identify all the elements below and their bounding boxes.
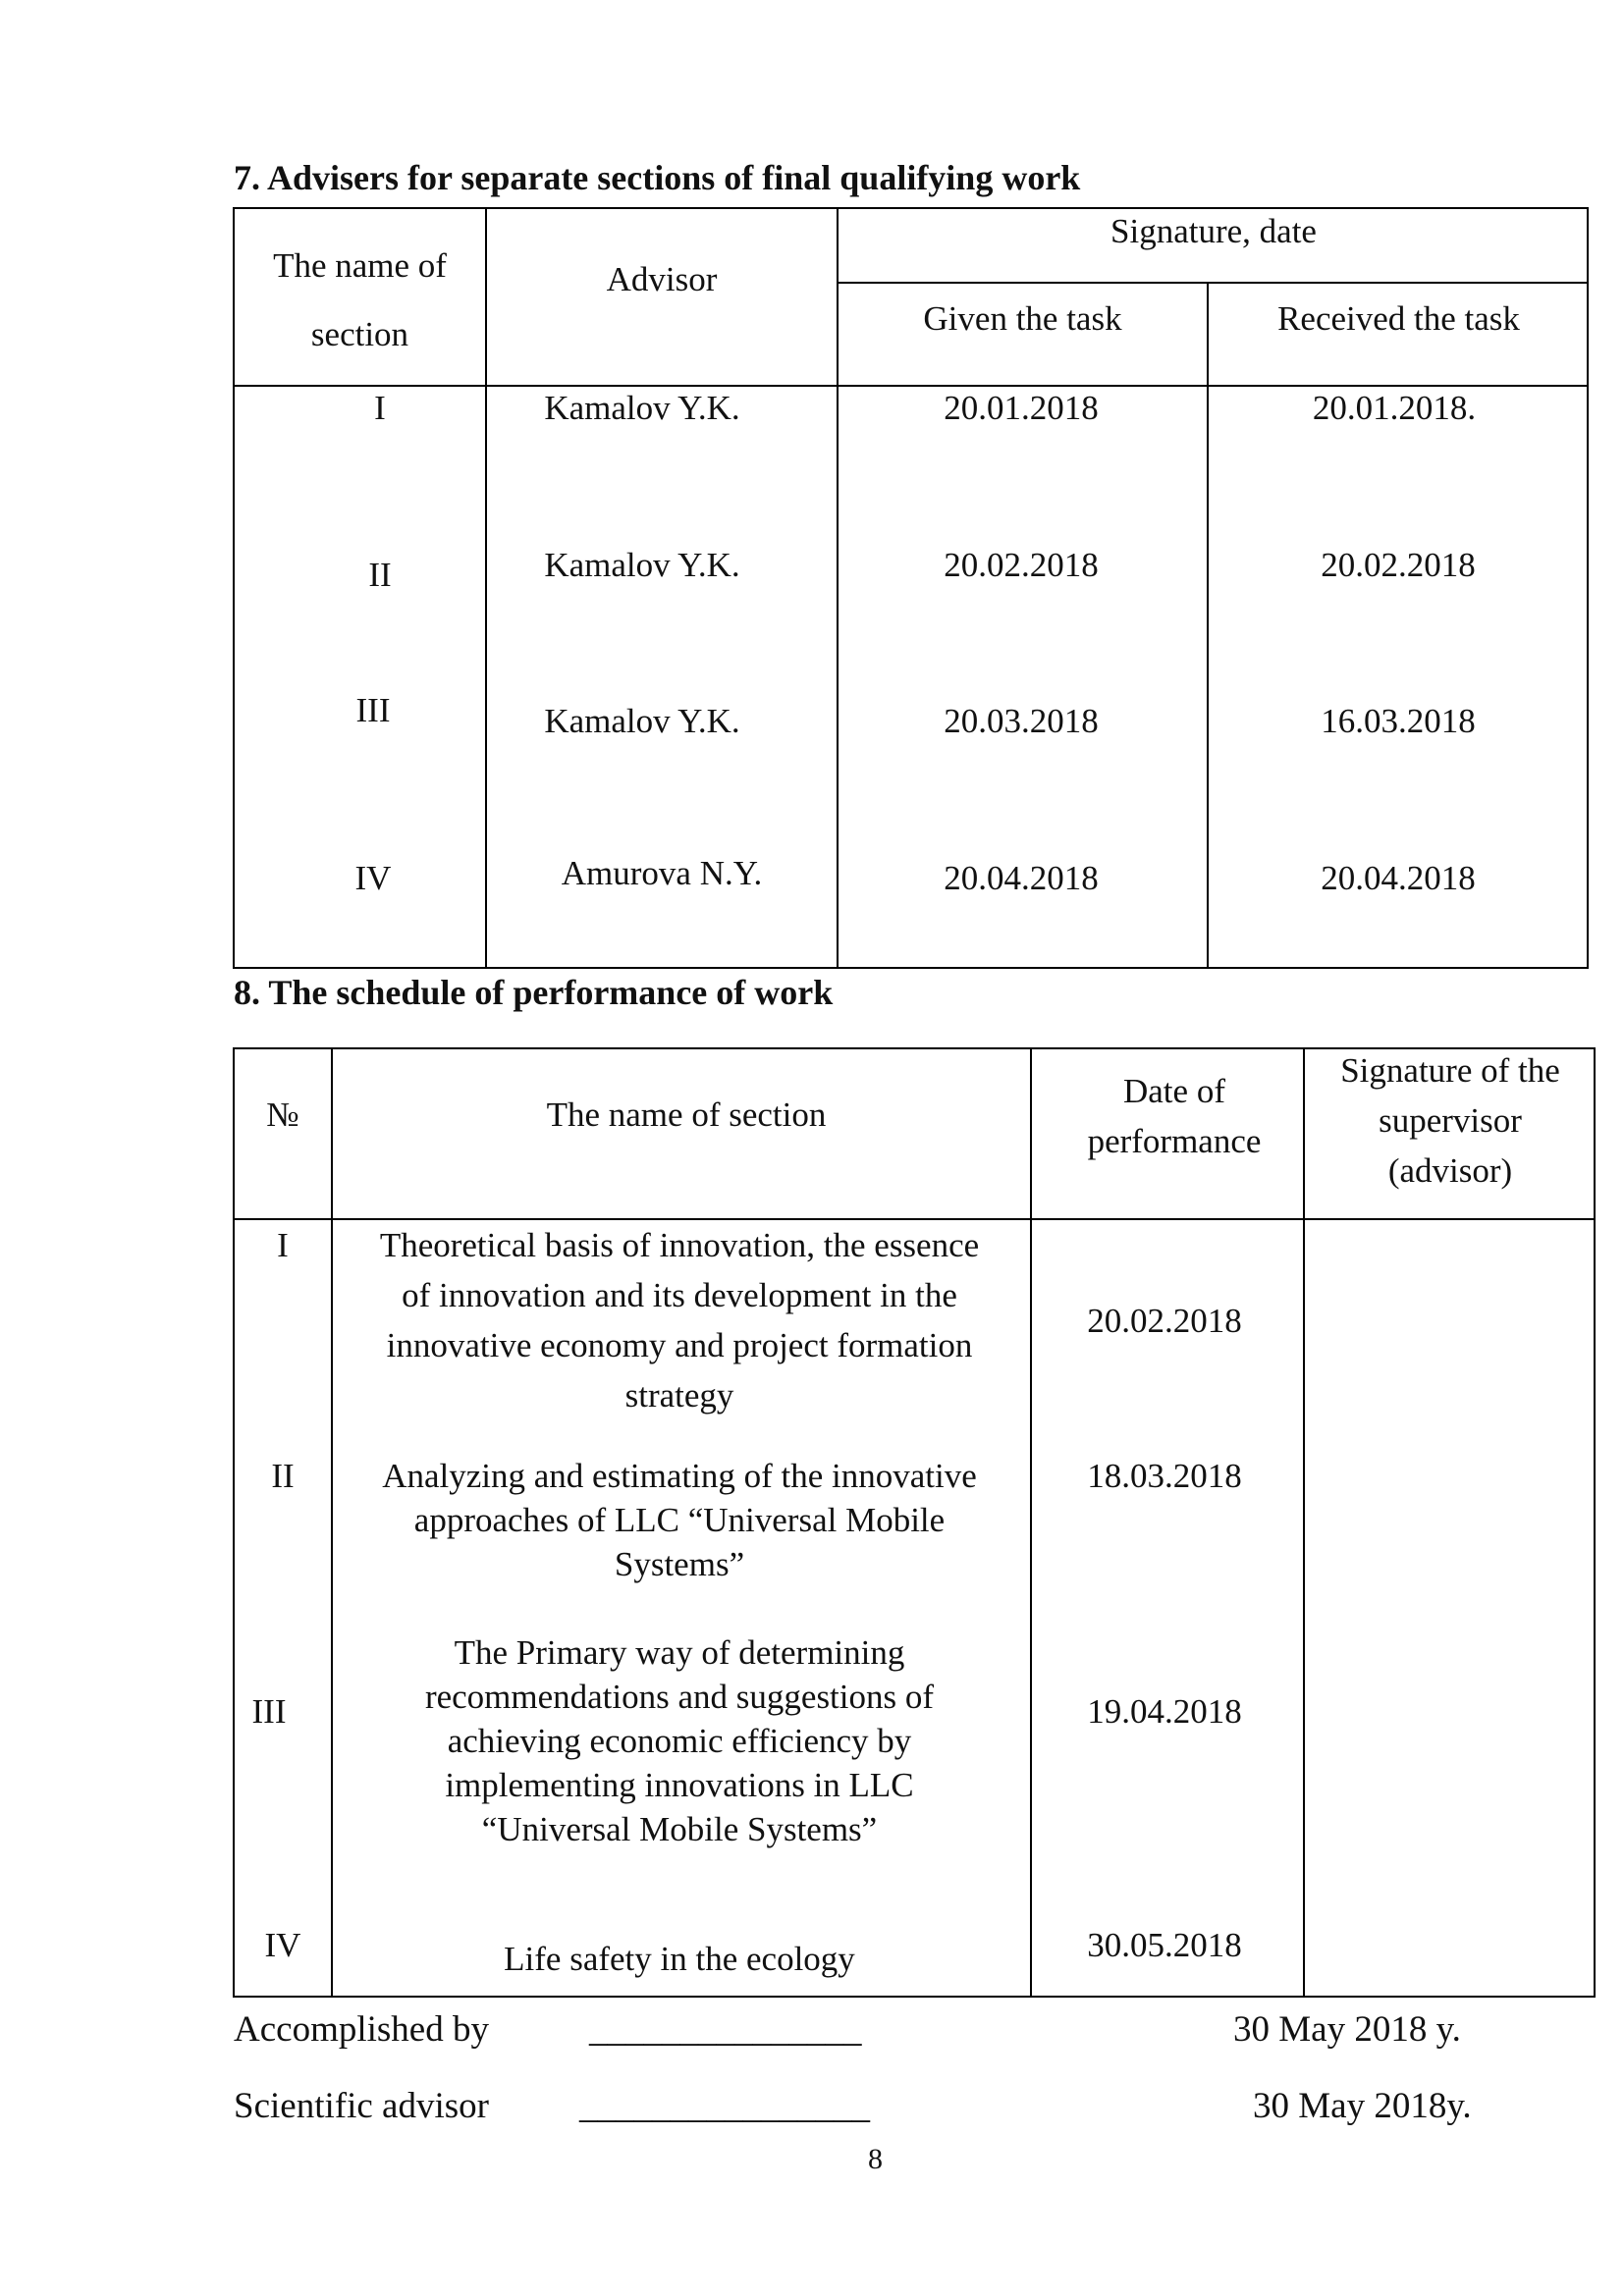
text-line: Life safety in the ecology [504, 1940, 855, 1978]
table-divider [837, 282, 1589, 284]
text-line: Systems” [614, 1545, 745, 1583]
row-number: II [271, 1457, 295, 1495]
accomplished-date: 30 May 2018 y. [1233, 2009, 1461, 2050]
performance-date: 19.04.2018 [1087, 1692, 1242, 1731]
header-line: Signature of the [1340, 1051, 1560, 1090]
performance-date: 18.03.2018 [1087, 1457, 1242, 1495]
header-signature [1305, 1045, 1596, 1196]
header-advisor: Advisor [606, 260, 718, 298]
text-line: achieving economic efficiency by [447, 1722, 912, 1760]
header-number: № [266, 1095, 299, 1134]
advisor-label: Scientific advisor [234, 2086, 489, 2126]
text-line: of innovation and its development in the [402, 1276, 957, 1314]
row-number: I [277, 1226, 289, 1264]
section-number: II [368, 556, 392, 594]
header-line: Date of [1123, 1072, 1225, 1110]
given-date: 20.03.2018 [944, 702, 1099, 740]
section-name [333, 1454, 1026, 1586]
accomplished-signature-line: _______________ [589, 2009, 862, 2050]
received-date: 20.01.2018. [1312, 389, 1477, 427]
header-signature-date: Signature, date [1110, 212, 1317, 250]
header-section-name [235, 231, 485, 370]
table-divider [485, 207, 487, 969]
section-name [333, 1937, 1026, 1981]
given-date: 20.04.2018 [944, 859, 1099, 897]
text-line: Theoretical basis of innovation, the essence [379, 1226, 980, 1264]
received-date: 20.02.2018 [1321, 546, 1476, 584]
given-date: 20.02.2018 [944, 546, 1099, 584]
text-line: innovative economy and project formation [386, 1326, 973, 1364]
header-section-name: The name of section [546, 1095, 827, 1134]
text-line: “Universal Mobile Systems” [481, 1810, 878, 1848]
received-date: 20.04.2018 [1321, 859, 1476, 897]
header-line: (advisor) [1387, 1151, 1513, 1190]
given-date: 20.01.2018 [944, 389, 1099, 427]
text-line: The Primary way of determining [454, 1633, 905, 1672]
advisor-name: Kamalov Y.K. [544, 389, 740, 427]
advisor-signature-line: ________________ [579, 2086, 870, 2126]
header-line: supervisor [1379, 1101, 1522, 1140]
advisor-name: Kamalov Y.K. [544, 702, 740, 740]
section-name [333, 1220, 1026, 1420]
header-date [1032, 1066, 1317, 1166]
header-line: section [310, 315, 409, 353]
header-received-task: Received the task [1277, 299, 1520, 338]
advisor-name: Kamalov Y.K. [544, 546, 740, 584]
performance-date: 20.02.2018 [1087, 1302, 1242, 1340]
row-number: III [251, 1692, 287, 1731]
header-line: performance [1087, 1122, 1262, 1160]
text-line: strategy [624, 1376, 734, 1415]
section-number: I [374, 389, 386, 427]
accomplished-label: Accomplished by [234, 2009, 489, 2050]
table-divider [1030, 1047, 1032, 1998]
performance-date: 30.05.2018 [1087, 1926, 1242, 1964]
section-number: IV [354, 859, 392, 897]
header-line: The name of [273, 246, 447, 285]
received-date: 16.03.2018 [1321, 702, 1476, 740]
section-7-heading: 7. Advisers for separate sections of final qualifying work [234, 158, 1081, 197]
advisor-date: 30 May 2018y. [1253, 2086, 1472, 2126]
text-line: implementing innovations in LLC [445, 1766, 914, 1804]
section-number: III [355, 691, 391, 729]
header-given-task: Given the task [923, 299, 1122, 338]
text-line: approaches of LLC “Universal Mobile [413, 1501, 946, 1539]
section-name [333, 1630, 1026, 1851]
advisor-name: Amurova N.Y. [561, 854, 763, 892]
row-number: IV [264, 1926, 301, 1964]
text-line: Analyzing and estimating of the innovative [382, 1457, 977, 1495]
section-8-heading: 8. The schedule of performance of work [234, 973, 834, 1012]
text-line: recommendations and suggestions of [424, 1678, 935, 1716]
page-number: 8 [868, 2143, 883, 2175]
